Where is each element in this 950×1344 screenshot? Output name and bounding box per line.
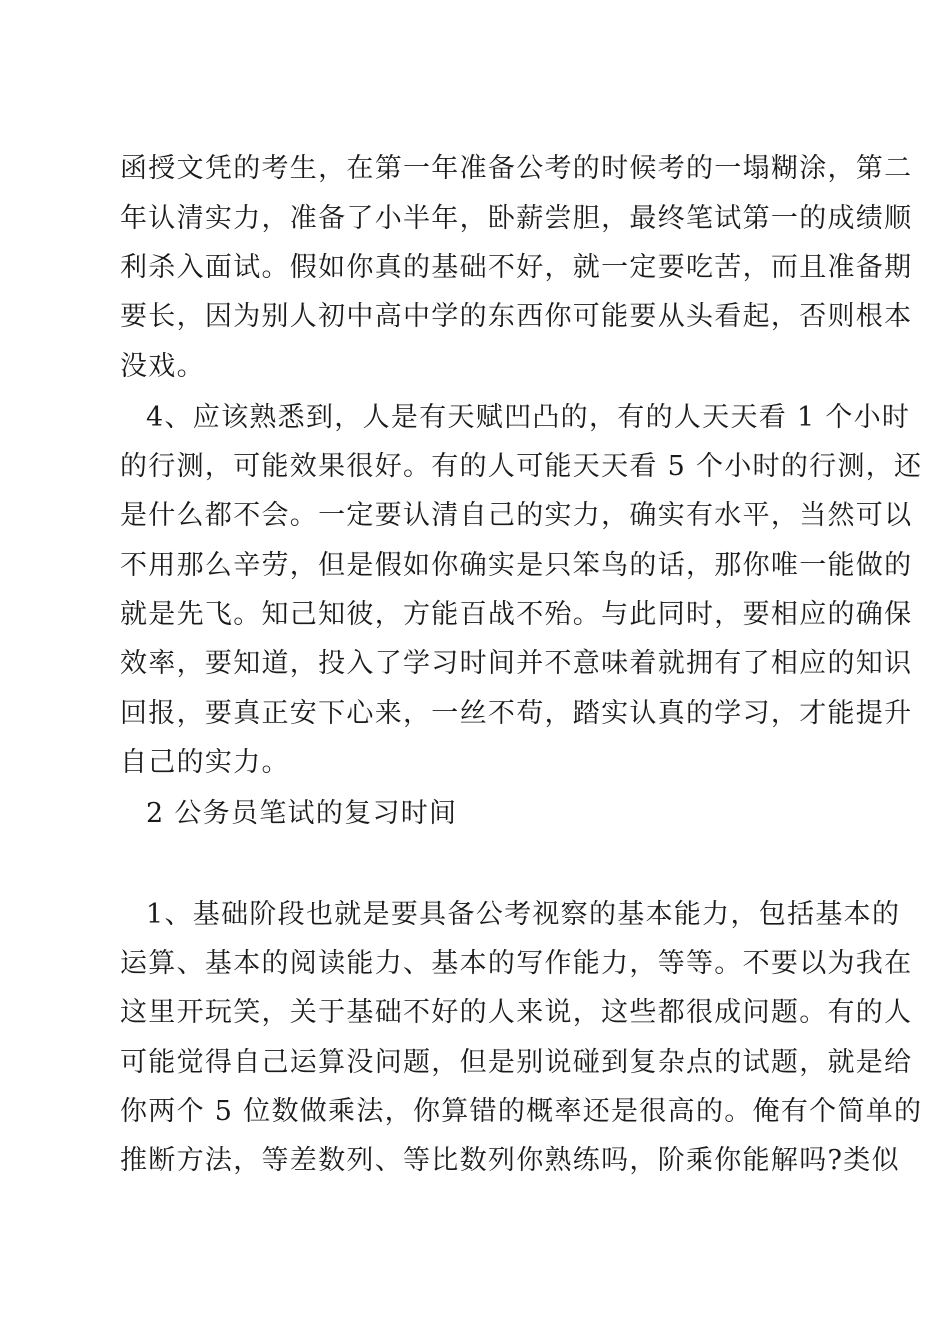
text-line: 没戏。 xyxy=(120,351,205,382)
text-line: 利杀入面试。假如你真的基础不好，就一定要吃苦，而且准备期 xyxy=(120,252,913,283)
text-line: 就是先飞。知己知彼，方能百战不殆。与此同时，要相应的确保 xyxy=(120,599,913,630)
text-line: 推断方法，等差数列、等比数列你熟练吗，阶乘你能解吗?类似 xyxy=(120,1145,900,1176)
text-line: 运算、基本的阅读能力、基本的写作能力，等等。不要以为我在 xyxy=(120,948,913,979)
text-line: 4、应该熟悉到，人是有天赋凹凸的，有的人天天看 1 个小时 xyxy=(146,402,911,433)
section-heading: 2 公务员笔试的复习时间 xyxy=(146,798,458,829)
text-line: 自己的实力。 xyxy=(120,747,290,778)
text-line: 1、基础阶段也就是要具备公考视察的基本能力，包括基本的 xyxy=(146,899,901,930)
text-line: 不用那么辛劳，但是假如你确实是只笨鸟的话，那你唯一能做的 xyxy=(120,550,913,581)
text-line: 函授文凭的考生，在第一年准备公考的时候考的一塌糊涂，第二 xyxy=(120,153,913,184)
text-line: 是什么都不会。一定要认清自己的实力，确实有水平，当然可以 xyxy=(120,500,913,531)
text-line: 的行测，可能效果很好。有的人可能天天看 5 个小时的行测，还 xyxy=(120,451,923,482)
text-line: 可能觉得自己运算没问题，但是别说碰到复杂点的试题，就是给 xyxy=(120,1047,913,1078)
text-line: 年认清实力，准备了小半年，卧薪尝胆，最终笔试第一的成绩顺 xyxy=(120,203,913,234)
text-line: 要长，因为别人初中高中学的东西你可能要从头看起，否则根本 xyxy=(120,301,913,332)
text-line: 回报，要真正安下心来，一丝不苟，踏实认真的学习，才能提升 xyxy=(120,698,913,729)
text-line: 你两个 5 位数做乘法，你算错的概率还是很高的。俺有个简单的 xyxy=(120,1096,923,1127)
text-line: 这里开玩笑，关于基础不好的人来说，这些都很成问题。有的人 xyxy=(120,997,913,1028)
text-line: 效率，要知道，投入了学习时间并不意味着就拥有了相应的知识 xyxy=(120,648,913,679)
